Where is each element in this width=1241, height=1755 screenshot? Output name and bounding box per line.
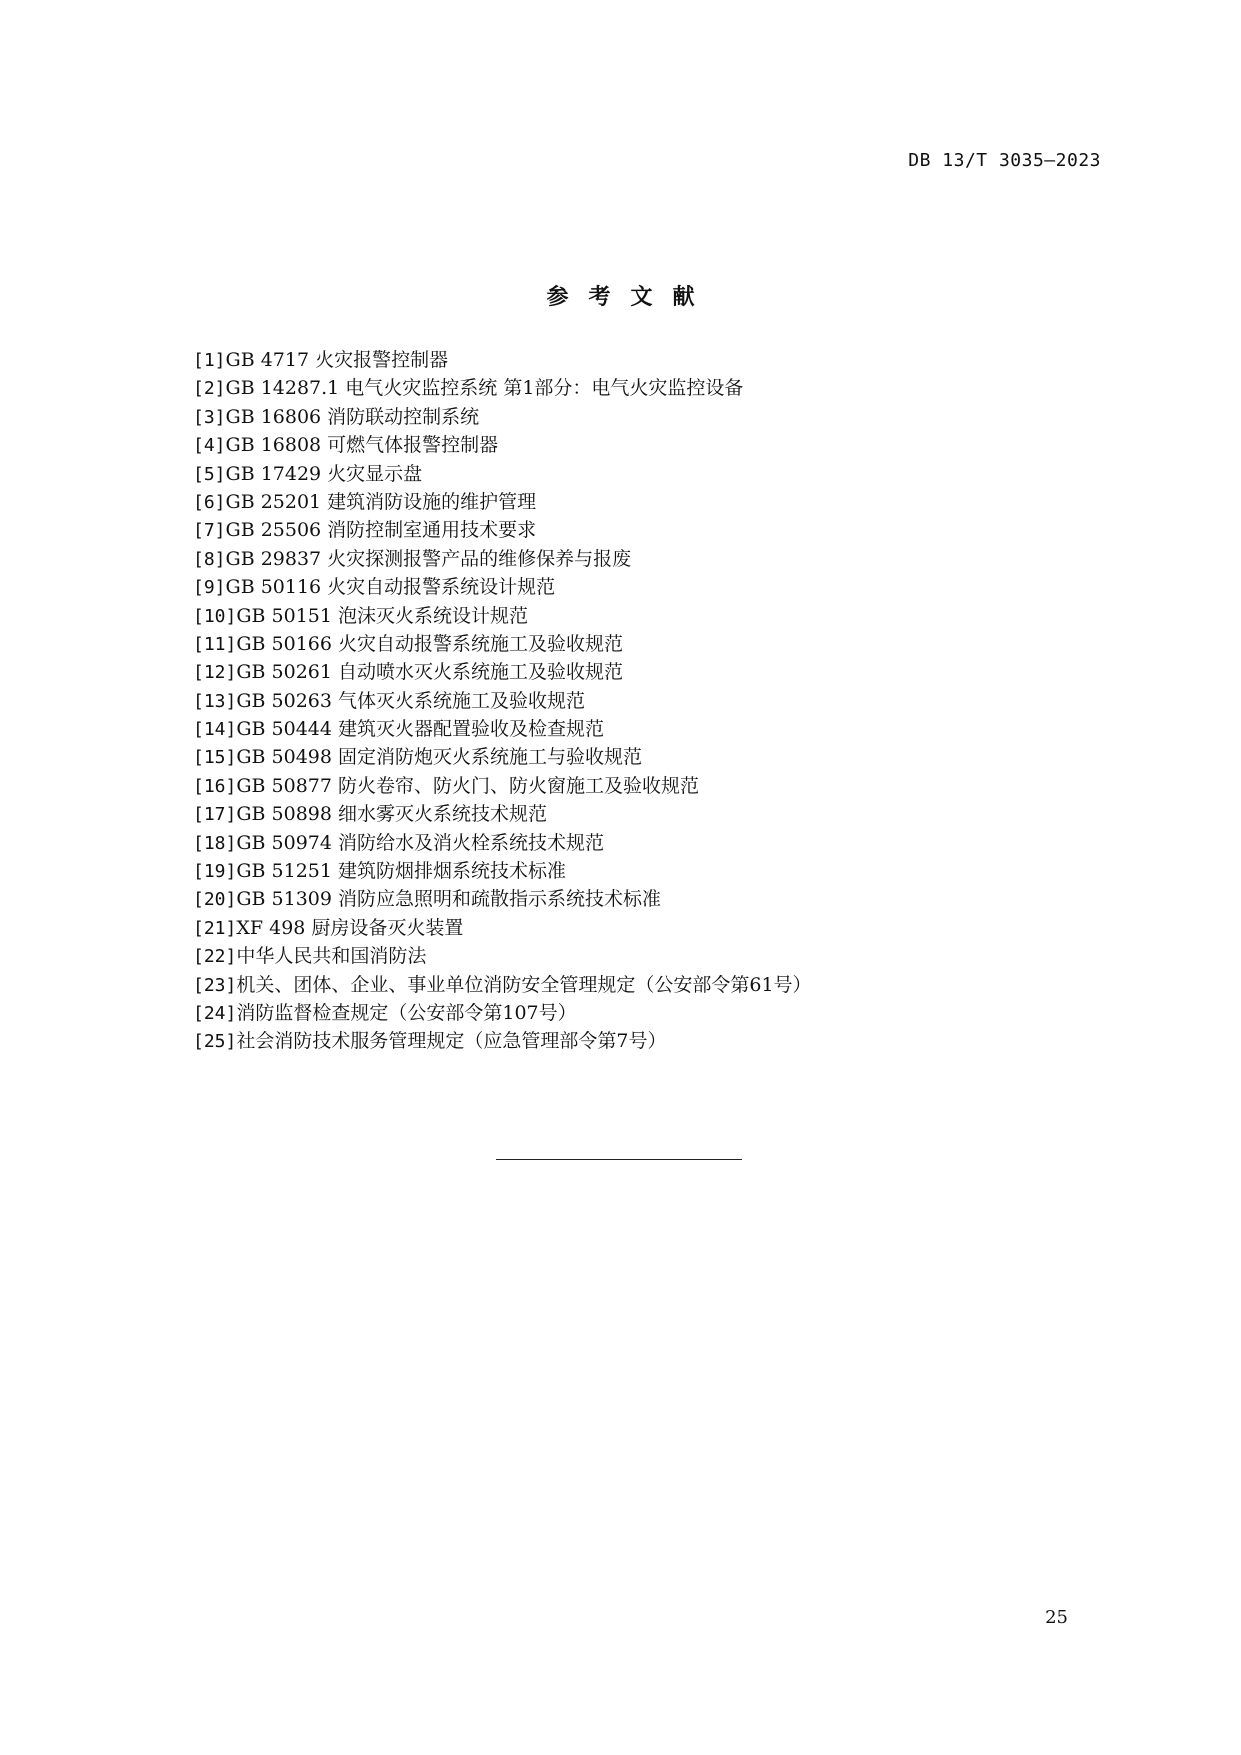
reference-number: [4] (193, 435, 226, 457)
reference-text: GB 50151 泡沫灭火系统设计规范 (236, 604, 529, 627)
reference-item (193, 715, 1093, 743)
reference-number: [18] (193, 832, 237, 854)
reference-number: [14] (193, 719, 237, 741)
reference-item (193, 829, 1093, 857)
reference-number: [11] (193, 633, 237, 655)
reference-text: GB 25201 建筑消防设施的维护管理 (225, 490, 537, 513)
reference-text: GB 17429 火灾显示盘 (225, 462, 423, 485)
reference-number: [15] (193, 747, 237, 769)
reference-text: GB 4717 火灾报警控制器 (225, 349, 449, 371)
reference-number: [20] (193, 889, 237, 911)
reference-number: [6] (193, 491, 226, 513)
reference-number: [25] (193, 1031, 237, 1053)
reference-number: [1] (193, 350, 226, 371)
reference-number: [13] (193, 690, 237, 712)
reference-text: GB 50974 消防给水及消火栓系统技术规范 (236, 831, 605, 854)
reference-number: [9] (193, 577, 226, 599)
reference-item (193, 630, 1093, 658)
reference-number: [7] (193, 520, 226, 542)
reference-text: XF 498 厨房设备灭火装置 (236, 916, 464, 939)
reference-item (193, 743, 1093, 771)
reference-item (193, 885, 1093, 913)
reference-item (193, 516, 1093, 544)
reference-number: [24] (193, 1002, 237, 1024)
reference-number: [10] (193, 605, 237, 627)
reference-item (193, 602, 1093, 630)
reference-item (193, 573, 1093, 601)
reference-text: 中华人民共和国消防法 (236, 945, 427, 968)
reference-item (193, 971, 1093, 999)
reference-item (193, 999, 1093, 1027)
reference-number: [19] (193, 861, 237, 883)
reference-text: GB 25506 消防控制室通用技术要求 (225, 519, 537, 542)
reference-item (193, 1027, 1093, 1055)
reference-text: GB 14287.1 电气火灾监控系统 第1部分：电气火灾监控设备 (225, 377, 744, 400)
reference-item (193, 687, 1093, 715)
page-number: 25 (1045, 1607, 1068, 1628)
page-title: 参考文献 (546, 285, 715, 310)
reference-list (193, 346, 1093, 1056)
end-divider (496, 1159, 742, 1160)
reference-number: [16] (193, 775, 237, 797)
reference-text: GB 50263 气体灭火系统施工及验收规范 (236, 689, 586, 712)
reference-item (193, 488, 1093, 516)
reference-text: GB 16808 可燃气体报警控制器 (225, 434, 499, 457)
reference-text: 机关、团体、企业、事业单位消防安全管理规定（公安部令第61号） (236, 973, 812, 996)
reference-number: [23] (193, 974, 237, 996)
reference-text: GB 50166 火灾自动报警系统施工及验收规范 (236, 632, 624, 655)
reference-text: GB 51251 建筑防烟排烟系统技术标准 (236, 860, 567, 883)
reference-number: [12] (193, 662, 237, 684)
reference-item (193, 772, 1093, 800)
document-code: DB 13/T 3035—2023 (908, 150, 1101, 171)
reference-number: [22] (193, 946, 237, 968)
reference-item (193, 460, 1093, 488)
reference-text: GB 50116 火灾自动报警系统设计规范 (225, 576, 556, 599)
reference-number: [2] (193, 378, 226, 400)
reference-text: GB 29837 火灾探测报警产品的维修保养与报废 (225, 547, 632, 570)
reference-text: GB 16806 消防联动控制系统 (225, 405, 480, 428)
reference-item (193, 374, 1093, 402)
reference-text: GB 50261 自动喷水灭火系统施工及验收规范 (236, 661, 624, 684)
reference-number: [3] (193, 406, 226, 428)
reference-item (193, 545, 1093, 573)
reference-number: [5] (193, 463, 226, 485)
reference-text: GB 50877 防火卷帘、防火门、防火窗施工及验收规范 (236, 774, 700, 797)
reference-number: [17] (193, 804, 237, 826)
reference-item (193, 914, 1093, 942)
reference-text: GB 50444 建筑灭火器配置验收及检查规范 (236, 718, 605, 741)
reference-item (193, 346, 1093, 374)
reference-item (193, 942, 1093, 970)
reference-item (193, 658, 1093, 686)
reference-number: [8] (193, 548, 226, 570)
reference-text: GB 50898 细水雾灭火系统技术规范 (236, 803, 548, 826)
reference-item (193, 431, 1093, 459)
reference-text: 社会消防技术服务管理规定（应急管理部令第7号） (236, 1030, 667, 1053)
reference-item (193, 857, 1093, 885)
reference-number: [21] (193, 917, 237, 939)
reference-item (193, 403, 1093, 431)
reference-text: GB 50498 固定消防炮灭火系统施工与验收规范 (236, 746, 643, 769)
reference-text: 消防监督检查规定（公安部令第107号） (236, 1001, 577, 1024)
reference-item (193, 800, 1093, 828)
reference-text: GB 51309 消防应急照明和疏散指示系统技术标准 (236, 888, 662, 911)
